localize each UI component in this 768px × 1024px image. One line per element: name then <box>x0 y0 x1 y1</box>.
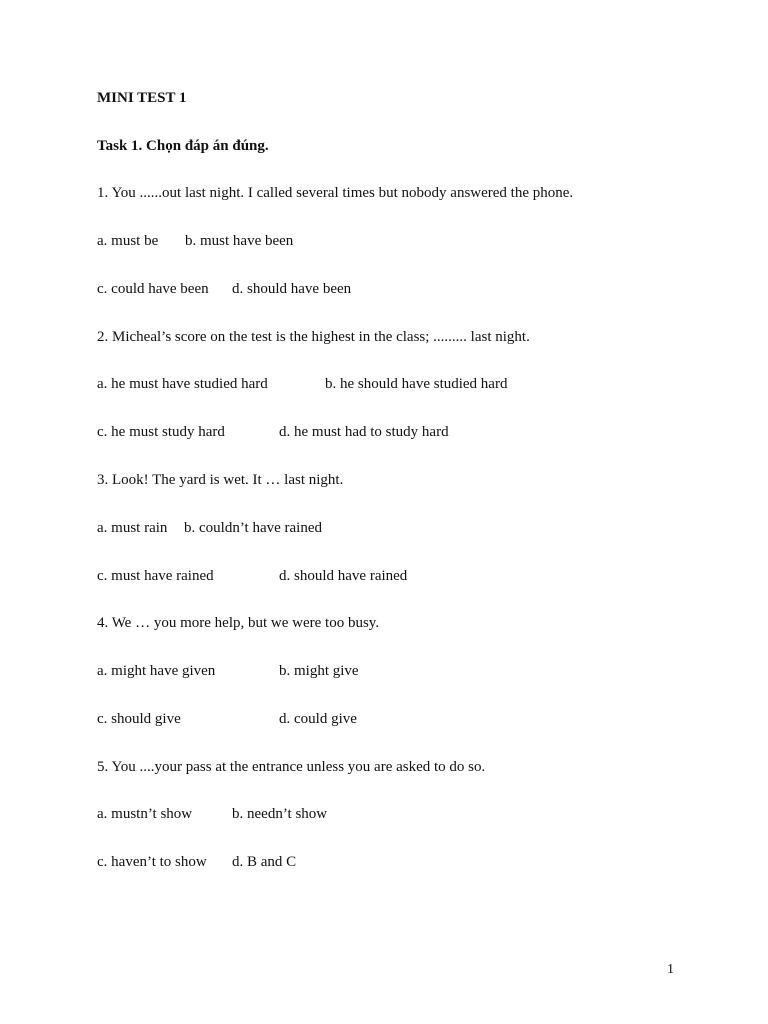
question-4-options-row-2 <box>97 709 357 729</box>
question-5-option-d: d. B and C <box>232 854 297 870</box>
question-3-options-row-2 <box>97 566 407 586</box>
question-2-option-b: b. he should have studied hard <box>325 376 508 392</box>
question-5-option-c: c. haven’t to show <box>97 854 207 870</box>
document-title: MINI TEST 1 <box>97 90 187 106</box>
question-1-option-d: d. should have been <box>232 281 352 297</box>
question-1-option-b: b. must have been <box>185 233 294 249</box>
page-number: 1 <box>667 962 674 977</box>
question-5-option-a: a. mustn’t show <box>97 806 193 822</box>
question-4-options-row-1 <box>97 661 359 681</box>
question-1-option-a: a. must be <box>97 233 159 249</box>
question-4-option-b: b. might give <box>279 663 359 679</box>
question-3-option-d: d. should have rained <box>279 568 408 584</box>
question-2-option-a: a. he must have studied hard <box>97 376 268 392</box>
question-4-option-d: d. could give <box>279 711 357 727</box>
question-5-option-b: b. needn’t show <box>232 806 328 822</box>
question-5-options-row-1 <box>97 804 327 824</box>
question-3-options-row-1 <box>97 518 322 538</box>
question-4-option-a: a. might have given <box>97 663 216 679</box>
question-3-option-a: a. must rain <box>97 520 168 536</box>
question-2-option-d: d. he must had to study hard <box>279 424 449 440</box>
question-1-options-row-2 <box>97 279 351 299</box>
question-1-option-c: c. could have been <box>97 281 209 297</box>
question-1-options-row-1 <box>97 231 293 251</box>
task-heading: Task 1. Chọn đáp án đúng. <box>97 138 269 154</box>
question-1-text: 1. You ......out last night. I called several times but nobody answered the phone. <box>97 185 574 201</box>
question-5-text: 5. You ....your pass at the entrance unless you are asked to do so. <box>97 759 486 775</box>
question-5-options-row-2 <box>97 852 296 872</box>
question-3-option-b: b. couldn’t have rained <box>184 520 323 536</box>
question-2-options-row-2 <box>97 422 449 442</box>
question-2-options-row-1 <box>97 374 507 394</box>
question-3-text: 3. Look! The yard is wet. It … last night. <box>97 472 344 488</box>
question-4-option-c: c. should give <box>97 711 181 727</box>
question-3-option-c: c. must have rained <box>97 568 214 584</box>
question-4-text: 4. We … you more help, but we were too busy. <box>97 615 380 631</box>
question-2-text: 2. Micheal’s score on the test is the highest in the class; ......... last night. <box>97 329 530 345</box>
question-2-option-c: c. he must study hard <box>97 424 225 440</box>
